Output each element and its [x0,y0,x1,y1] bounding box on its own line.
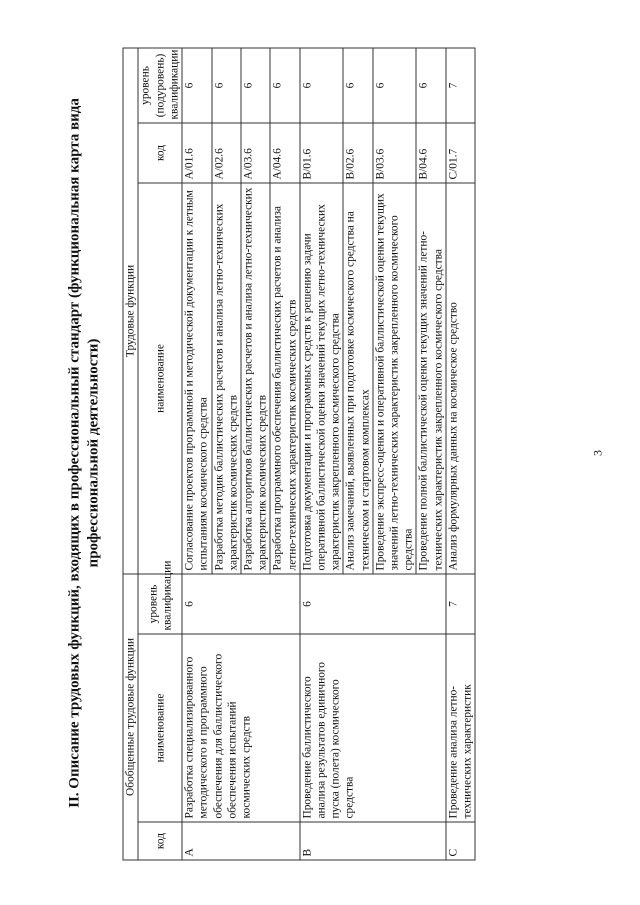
header-name: наименование [138,634,182,822]
function-level: 6 [343,47,372,122]
function-name: Разработка программного обеспечения баллистических расчетов и анализа летно-технических характеристик космических средств [270,182,299,573]
function-level: 6 [416,47,445,122]
function-code: B/01.6 [299,122,343,182]
function-name: Согласование проектов программной и методической документации к летным испытаниям космического средства [182,182,211,573]
generalized-function-name: Проведение баллистического анализа результатов единичного пуска (полета) космического средства [299,634,445,822]
header-function-name: наименование [138,182,182,573]
function-level: 6 [211,47,240,122]
function-name: Проведение полной баллистической оценки текущих значений летно-технических характеристик закрепленного космического средства [416,182,445,573]
generalized-function-name: Проведение анализа летно-технических характеристик [445,634,474,822]
function-code: B/03.6 [372,122,416,182]
function-code: A/01.6 [182,122,211,182]
function-name: Анализ формулярных данных на космическое средство [445,182,474,573]
generalized-function-name: Разработка специализированного методического и программного обеспечения для баллистического обеспечения испытаний космических средств [182,634,300,822]
generalized-function-level: 6 [299,573,445,633]
function-code: B/04.6 [416,122,445,182]
function-name: Проведение экспресс-оценки и оперативной баллистической оценки текущих значений летно-технических характеристик закрепленного космического средства [372,182,416,573]
function-code: C/01.7 [445,122,474,182]
table-row [182,47,211,859]
functional-map-table [122,47,475,860]
function-name: Разработка алгоритмов баллистических расчетов и анализа летно-технических характеристик космических средств [241,182,270,573]
function-level: 6 [270,47,299,122]
function-level: 6 [299,47,343,122]
function-code: A/04.6 [270,122,299,182]
function-name: Анализ замечаний, выявленных при подготовке космического средства на техническом и стартовом комплексах [343,182,372,573]
function-level: 6 [372,47,416,122]
header-labor-functions: Трудовые функции [123,47,138,573]
generalized-function-code: C [445,822,474,860]
function-code: B/02.6 [343,122,372,182]
header-level: уровень квалификации [138,573,182,633]
table-row [445,47,474,859]
function-level: 7 [445,47,474,122]
page-number: 3 [590,449,604,456]
function-name: Разработка методик баллистических расчетов и анализа летно-технических характеристик космических средств [211,182,240,573]
table-row [299,47,343,859]
function-name: Подготовка документации и программных средств к решению задачи оперативной баллистической оценки значений текущих летно-технических характеристик закрепленного космического средства [299,182,343,573]
page-title-continued: профессиональной деятельности) [85,338,101,567]
header-code: код [138,822,182,860]
page-title: II. Описание трудовых функций, входящих в профессиональный стандарт (функциональная карта вида [66,97,82,808]
header-function-level: уровень (подуровень) квалификации [138,47,182,122]
generalized-function-code: A [182,822,300,860]
generalized-function-code: B [299,822,445,860]
generalized-function-level: 6 [182,573,300,633]
function-code: A/02.6 [211,122,240,182]
header-generalized-functions: Обобщенные трудовые функции [123,573,138,859]
header-function-code: код [138,122,182,182]
generalized-function-level: 7 [445,573,474,633]
function-code: A/03.6 [241,122,270,182]
function-level: 6 [182,47,211,122]
function-level: 6 [241,47,270,122]
